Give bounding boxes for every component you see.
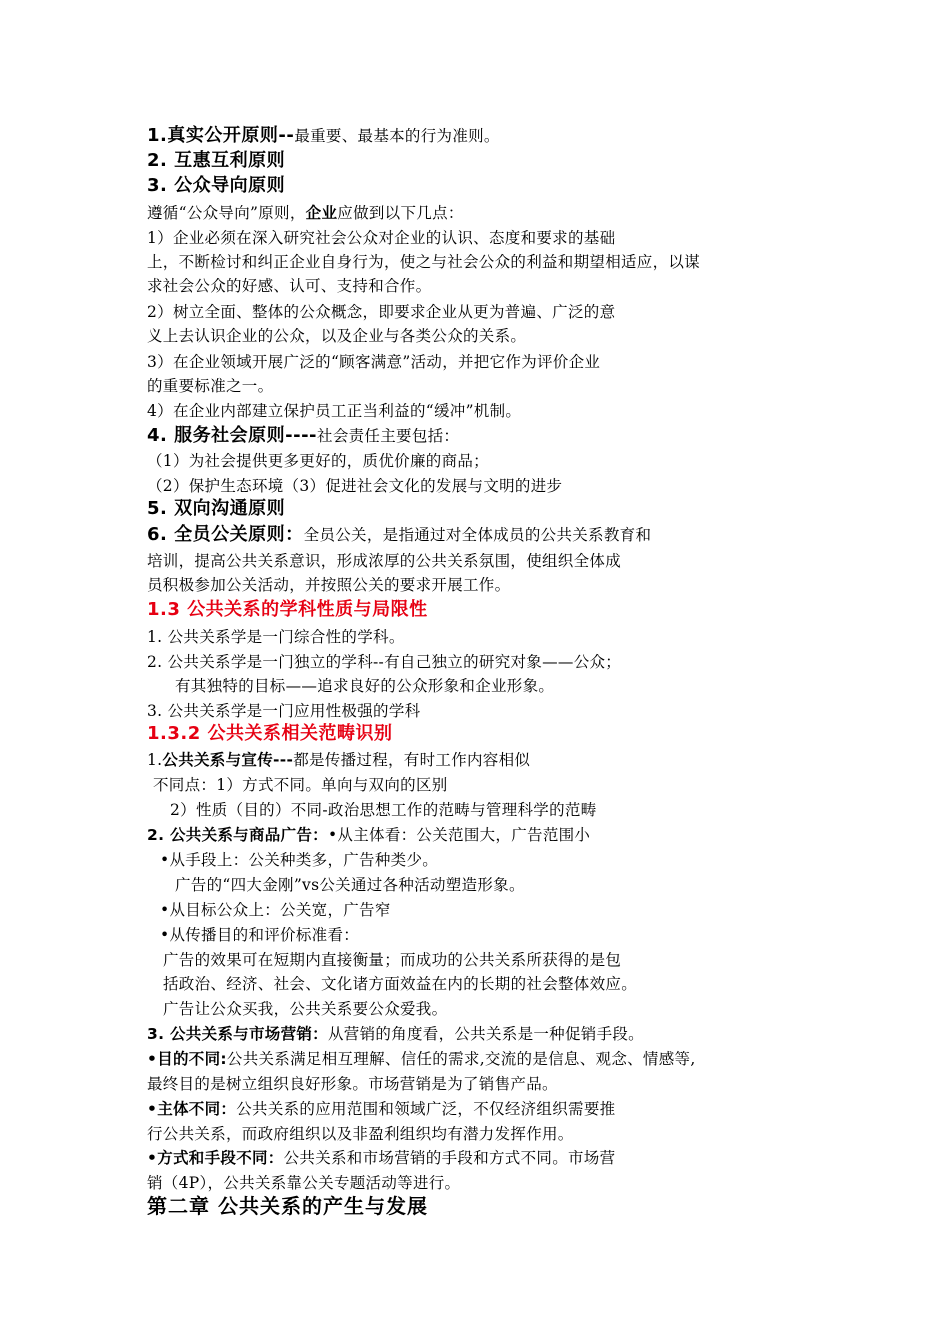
line-text: 从营销的角度看，公共关系是一种促销手段。: [327, 1025, 644, 1043]
paragraph-line: •从传播目的和评价标准看：: [160, 926, 360, 944]
paragraph-line: 1. 公共关系学是一门综合性的学科。: [147, 628, 405, 646]
principle-1-number: 1.: [147, 125, 168, 146]
paragraph-line: （2）保护生态环境（3）促进社会文化的发展与文明的进步: [147, 477, 563, 495]
paragraph-line: （1）为社会提供更多更好的，质优价廉的商品；: [147, 452, 489, 470]
paragraph-line: 员积极参加公关活动，并按照公关的要求开展工作。: [147, 576, 511, 594]
principle-1-title: 真实公开原则--: [167, 125, 295, 146]
principle-6-desc: 全员公关，是指通过对全体成员的公共关系教育和: [303, 526, 652, 544]
principle-2-heading: 2. 互惠互利原则: [147, 150, 286, 171]
paragraph-line: 最终目的是树立组织良好形象。市场营销是为了销售产品。: [147, 1075, 558, 1093]
principle-4-title: 4. 服务社会原则----: [147, 425, 318, 446]
paragraph-line: 3）在企业领域开展广泛的“顾客满意”活动，并把它作为评价企业: [147, 353, 601, 371]
paragraph-line: 销（4P），公共关系靠公关专题活动等进行。: [147, 1174, 461, 1192]
line-text: •从主体看：公关范围大，广告范围小: [327, 826, 591, 844]
line-text: 应做到以下几点：: [337, 204, 464, 222]
section-1-3-2-heading: 1.3.2 公共关系相关范畴识别: [147, 723, 393, 744]
section-1-3-heading: 1.3 公共关系的学科性质与局限性: [147, 599, 428, 620]
line-text: 都是传播过程，有时工作内容相似: [293, 751, 531, 769]
paragraph-line: 3. 公共关系学是一门应用性极强的学科: [147, 702, 421, 720]
line-text: 遵循“公众导向”原则，: [147, 204, 306, 222]
line-bold: 企业: [305, 204, 338, 222]
paragraph-line: 广告的“四大金刚”vs公关通过各种活动塑造形象。: [175, 876, 525, 894]
paragraph-line: 广告的效果可在短期内直接衡量；而成功的公共关系所获得的是包: [163, 951, 622, 969]
line-text: 公共关系和市场营销的手段和方式不同。市场营: [283, 1149, 616, 1167]
line-number: 1.: [147, 751, 163, 769]
line-bold: •主体不同：: [147, 1100, 237, 1118]
paragraph-line: 上，不断检讨和纠正企业自身行为，使之与社会公众的利益和期望相适应，以谋: [147, 253, 701, 271]
paragraph-line: •从手段上：公关种类多，广告种类少。: [160, 851, 439, 869]
paragraph-line: [147, 750, 530, 770]
principle-1-desc: 最重要、最基本的行为准则。: [294, 127, 500, 145]
paragraph-line: 4）在企业内部建立保护员工正当利益的“缓冲”机制。: [147, 402, 522, 420]
paragraph-line: 2）树立全面、整体的公众概念，即要求企业从更为普遍、广泛的意: [147, 303, 616, 321]
principle-3-heading: 3. 公众导向原则: [147, 175, 286, 196]
line-bold: •方式和手段不同：: [147, 1149, 284, 1167]
paragraph-line: [147, 1148, 615, 1168]
line-text: 公共关系满足相互理解、信任的需求,交流的是信息、观念、情感等,: [226, 1050, 696, 1068]
line-bold: •目的不同:: [147, 1050, 227, 1068]
paragraph-line: 求社会公众的好感、认可、支持和合作。: [147, 277, 432, 295]
line-text: 公共关系的应用范围和领域广泛，不仅经济组织需要推: [236, 1100, 616, 1118]
paragraph-line: 1）企业必须在深入研究社会公众对企业的认识、态度和要求的基础: [147, 229, 616, 247]
paragraph-line: •从目标公众上：公关宽，广告窄: [160, 901, 391, 919]
paragraph-line: 义上去认识企业的公众，以及企业与各类公众的关系。: [147, 327, 527, 345]
paragraph-line: 有其独特的目标——追求良好的公众形象和企业形象。: [175, 677, 555, 695]
paragraph-line: 2）性质（目的）不同-政治思想工作的范畴与管理科学的范畴: [170, 801, 597, 819]
principle-4-heading: [147, 426, 459, 446]
paragraph-line: 的重要标准之一。: [147, 377, 274, 395]
paragraph-line: 不同点：1）方式不同。单向与双向的区别: [153, 776, 448, 794]
principle-6-heading: [147, 525, 651, 545]
line-bold: 公共关系与宣传---: [162, 751, 294, 769]
paragraph-line: 2. 公共关系学是一门独立的学科--有自己独立的研究对象——公众；: [147, 653, 622, 671]
paragraph-line: 培训，提高公共关系意识，形成浓厚的公共关系氛围，使组织全体成: [147, 552, 622, 570]
line-bold: 2. 公共关系与商品广告：: [147, 826, 328, 844]
paragraph-line: [147, 203, 464, 223]
paragraph-line: [147, 1099, 615, 1119]
paragraph-line: [147, 1024, 644, 1044]
chapter-2-heading: 第二章 公共关系的产生与发展: [147, 1194, 428, 1218]
paragraph-line: [147, 1049, 696, 1069]
paragraph-line: 广告让公众买我，公共关系要公众爱我。: [163, 1000, 448, 1018]
principle-6-title: 6. 全员公关原则：: [147, 524, 304, 545]
principle-5-heading: 5. 双向沟通原则: [147, 498, 286, 519]
paragraph-line: [147, 825, 590, 845]
principle-4-desc: 社会责任主要包括：: [317, 427, 460, 445]
principle-1-heading: [147, 126, 500, 146]
line-bold: 3. 公共关系与市场营销：: [147, 1025, 328, 1043]
paragraph-line: 行公共关系，而政府组织以及非盈利组织均有潜力发挥作用。: [147, 1125, 574, 1143]
paragraph-line: 括政治、经济、社会、文化诸方面效益在内的长期的社会整体效应。: [163, 975, 638, 993]
